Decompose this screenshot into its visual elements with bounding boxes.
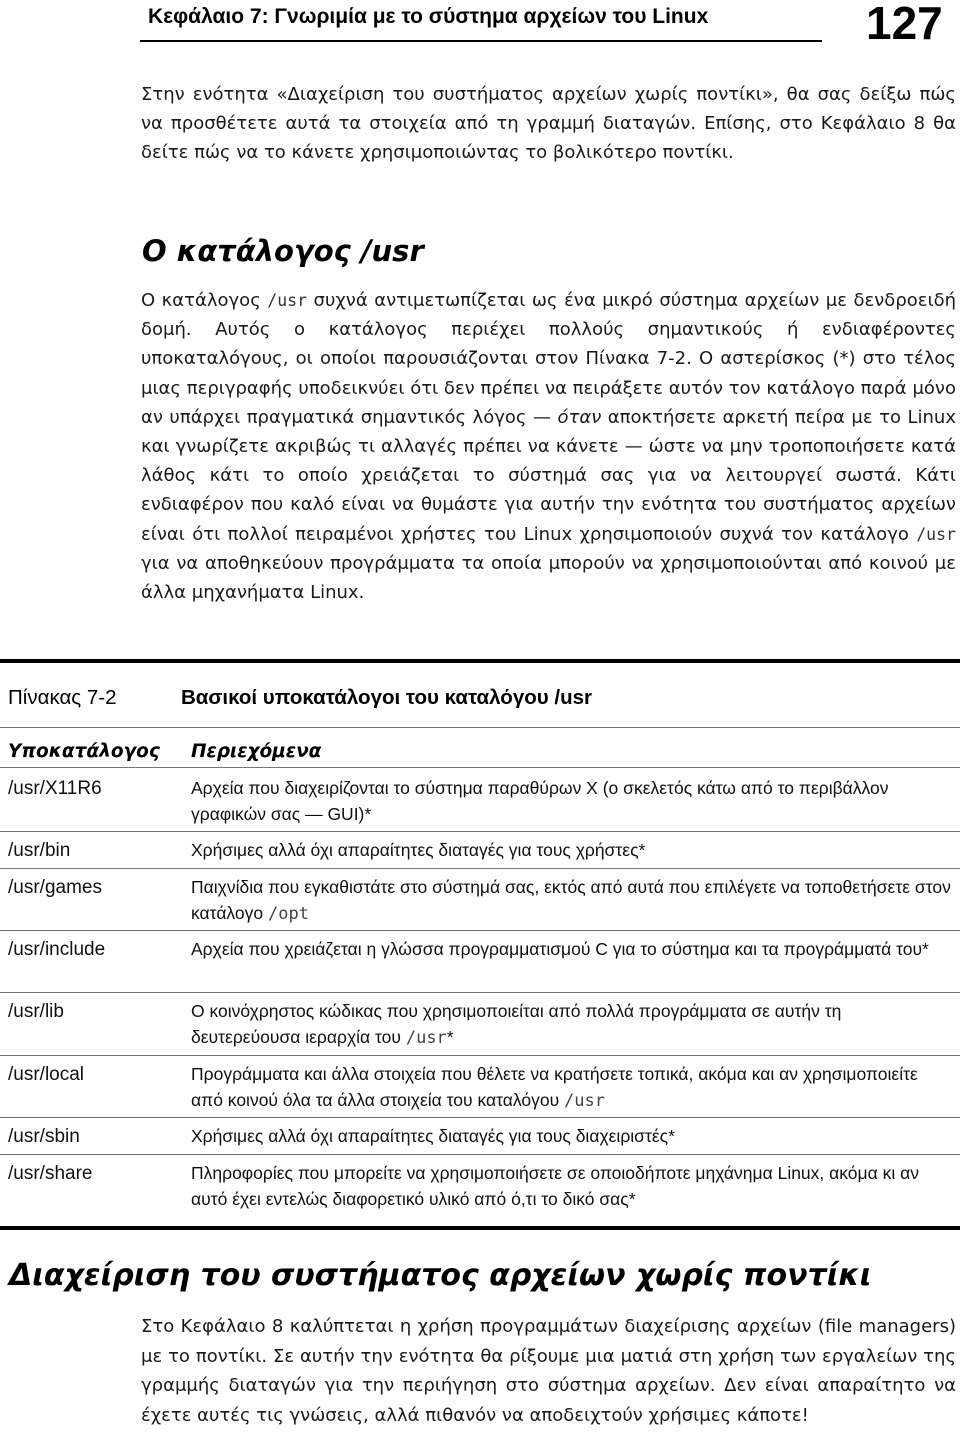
page-number: 127 [866, 0, 943, 49]
nomouse-section-heading: Διαχείριση του συστήματος αρχείων χωρίς ποντίκι [9, 1258, 872, 1293]
table-row-divider [0, 992, 960, 993]
usr-text-3: αποκτήσετε αρκετή πείρα με το Linux και γνωρίζετε ακριβώς τι αλλαγές πρέπει να κάνετε — ώστε να μην τροποποιήσετε κατά λάθος κάτι το οποίο χρειάζεται το σύστημά σας για να λειτουργεί σωστά. Κάτι ενδιαφέρον που καλό είναι να θυμάστε για αυτήν την ενότητα του συστήματος αρχείων είναι ότι πολλοί πειραμένοι χρήστες του Linux χρησιμοποιούν συχνά τον κατάλογο [141, 406, 956, 545]
running-head [140, 0, 822, 42]
table-cell-contents [191, 1062, 951, 1114]
table-header-contents: Περιεχόμενα [191, 741, 322, 762]
table-cell-text: Ο κοινόχρηστος κώδικας που χρησιμοποιείται από πολλά προγράμματα σε αυτήν τη δευτερεύουσα ιεραρχία του [191, 1001, 842, 1047]
table-cell-contents [191, 776, 951, 828]
table-header-rule [0, 767, 960, 768]
usr-emphasis: όταν [557, 406, 602, 428]
table-cell-contents [191, 838, 951, 865]
table-title-rule [0, 727, 960, 728]
table-cell-directory: /usr/share [8, 1163, 93, 1184]
usr-code-2: /usr [916, 524, 956, 544]
table-number: Πίνακας 7-2 [8, 686, 117, 709]
table-cell-contents [191, 1124, 951, 1151]
table-cell-contents [191, 875, 951, 927]
usr-text-4: για να αποθηκεύουν προγράμματα τα οποία μπορούν να χρησιμοποιούνται από κοινού με άλλα μηχανήματα Linux. [141, 552, 956, 604]
usr-section-heading: Ο κατάλογος /usr [142, 234, 424, 268]
table-cell-text: Αρχεία που διαχειρίζονται το σύστημα παραθύρων X (ο σκελετός κάτω από το περιβάλλον γραφικών σας — GUI)* [191, 778, 889, 824]
usr-text-2: συχνά αντιμετωπίζεται ως ένα μικρό σύστημα αρχείων με δενδροειδή δομή. Αυτός ο κατάλογος περιέχει πολλούς σημαντικούς ή ενδιαφέροντες υποκαταλόγους, οι οποίοι παρουσιάζονται στον Πίνακα 7-2. Ο αστερίσκος (*) στο τέλος μιας περιγραφής υποδεικνύει ότι δεν πρέπει να πειράξετε αυτόν τον κατάλογο παρά μόνο αν υπάρχει πραγματικά σημαντικός λόγος — [141, 290, 956, 428]
nomouse-section-paragraph: Στο Κεφάλαιο 8 καλύπτεται η χρήση προγραμμάτων διαχείρισης αρχείων (file managers) με το ποντίκι. Σε αυτήν την ενότητα θα ρίξουμε μια ματιά στη χρήση των εργαλείων της γραμμής διαταγών για την περιήγηση στο σύστημα αρχείων. Δεν είναι απαραίτητο να έχετε αυτές τις γνώσεις, αλλά πιθανόν να αποδειχτούν χρήσιμες κάποτε! [141, 1316, 956, 1426]
table-cell-contents [191, 937, 951, 964]
table-cell-directory: /usr/lib [8, 1001, 64, 1022]
table-title: Βασικοί υποκατάλογοι του καταλόγου /usr [181, 686, 592, 709]
table-row-divider [0, 1154, 960, 1155]
table-cell-text: Αρχεία που χρειάζεται η γλώσσα προγραμματισμού C για το σύστημα και τα προγράμματά του* [191, 939, 929, 959]
table-cell-text: Προγράμματα και άλλα στοιχεία που θέλετε να κρατήσετε τοπικά, ακόμα και αν χρησιμοποιείτε από κοινού όλα τα άλλα στοιχεία του καταλόγου [191, 1064, 918, 1110]
table-row-divider [0, 1117, 960, 1118]
table-cell-directory: /usr/games [8, 877, 102, 898]
table-row-divider [0, 930, 960, 931]
table-cell-text: Χρήσιμες αλλά όχι απαραίτητες διαταγές για τους διαχειριστές* [191, 1126, 675, 1146]
usr-code-1: /usr [267, 291, 308, 310]
table-cell-code: /usr [564, 1090, 605, 1111]
usr-section-paragraph [141, 286, 956, 607]
table-row-divider [0, 1055, 960, 1056]
table-cell-directory: /usr/sbin [8, 1126, 80, 1147]
table-cell-contents [191, 999, 951, 1051]
chapter-title: Κεφάλαιο 7: Γνωριμία με το σύστημα αρχείων του Linux [148, 5, 709, 28]
table-cell-directory: /usr/X11R6 [8, 778, 102, 799]
table-cell-directory: /usr/include [8, 939, 106, 960]
table-cell-directory: /usr/bin [8, 840, 71, 861]
table-bottom-rule [0, 1226, 960, 1230]
usr-text-1: Ο κατάλογος [141, 290, 268, 311]
table-cell-directory: /usr/local [8, 1064, 85, 1085]
table-top-rule [0, 659, 960, 663]
table-cell-tail: * [446, 1026, 454, 1047]
table-cell-text: Χρήσιμες αλλά όχι απαραίτητες διαταγές για τους χρήστες* [191, 840, 646, 860]
table-cell-text: Πληροφορίες που μπορείτε να χρησιμοποιήσετε σε οποιοδήποτε μηχάνημα Linux, ακόμα κι αν αυτό έχει εντελώς διαφορετικό υλικό από ό,τι το δικό σας* [191, 1163, 919, 1209]
table-cell-code: /usr [405, 1027, 447, 1048]
table-header-directory: Υποκατάλογος [8, 741, 160, 762]
table-row-divider [0, 868, 960, 869]
table-cell-text: Παιχνίδια που εγκαθιστάτε στο σύστημά σας, εκτός από αυτά που επιλέγετε να τοποθετήσετε στον κατάλογο [191, 877, 951, 923]
table-row-divider [0, 831, 960, 832]
intro-paragraph: Στην ενότητα «Διαχείριση του συστήματος αρχείων χωρίς ποντίκι», θα σας δείξω πώς να προσθέτετε αυτά τα στοιχεία από τη γραμμή διαταγών. Επίσης, στο Κεφάλαιο 8 θα δείτε πώς να το κάνετε χρησιμοποιώντας το βολικότερο ποντίκι. [141, 84, 956, 163]
table-cell-contents [191, 1161, 951, 1213]
table-cell-code: /opt [268, 903, 309, 924]
